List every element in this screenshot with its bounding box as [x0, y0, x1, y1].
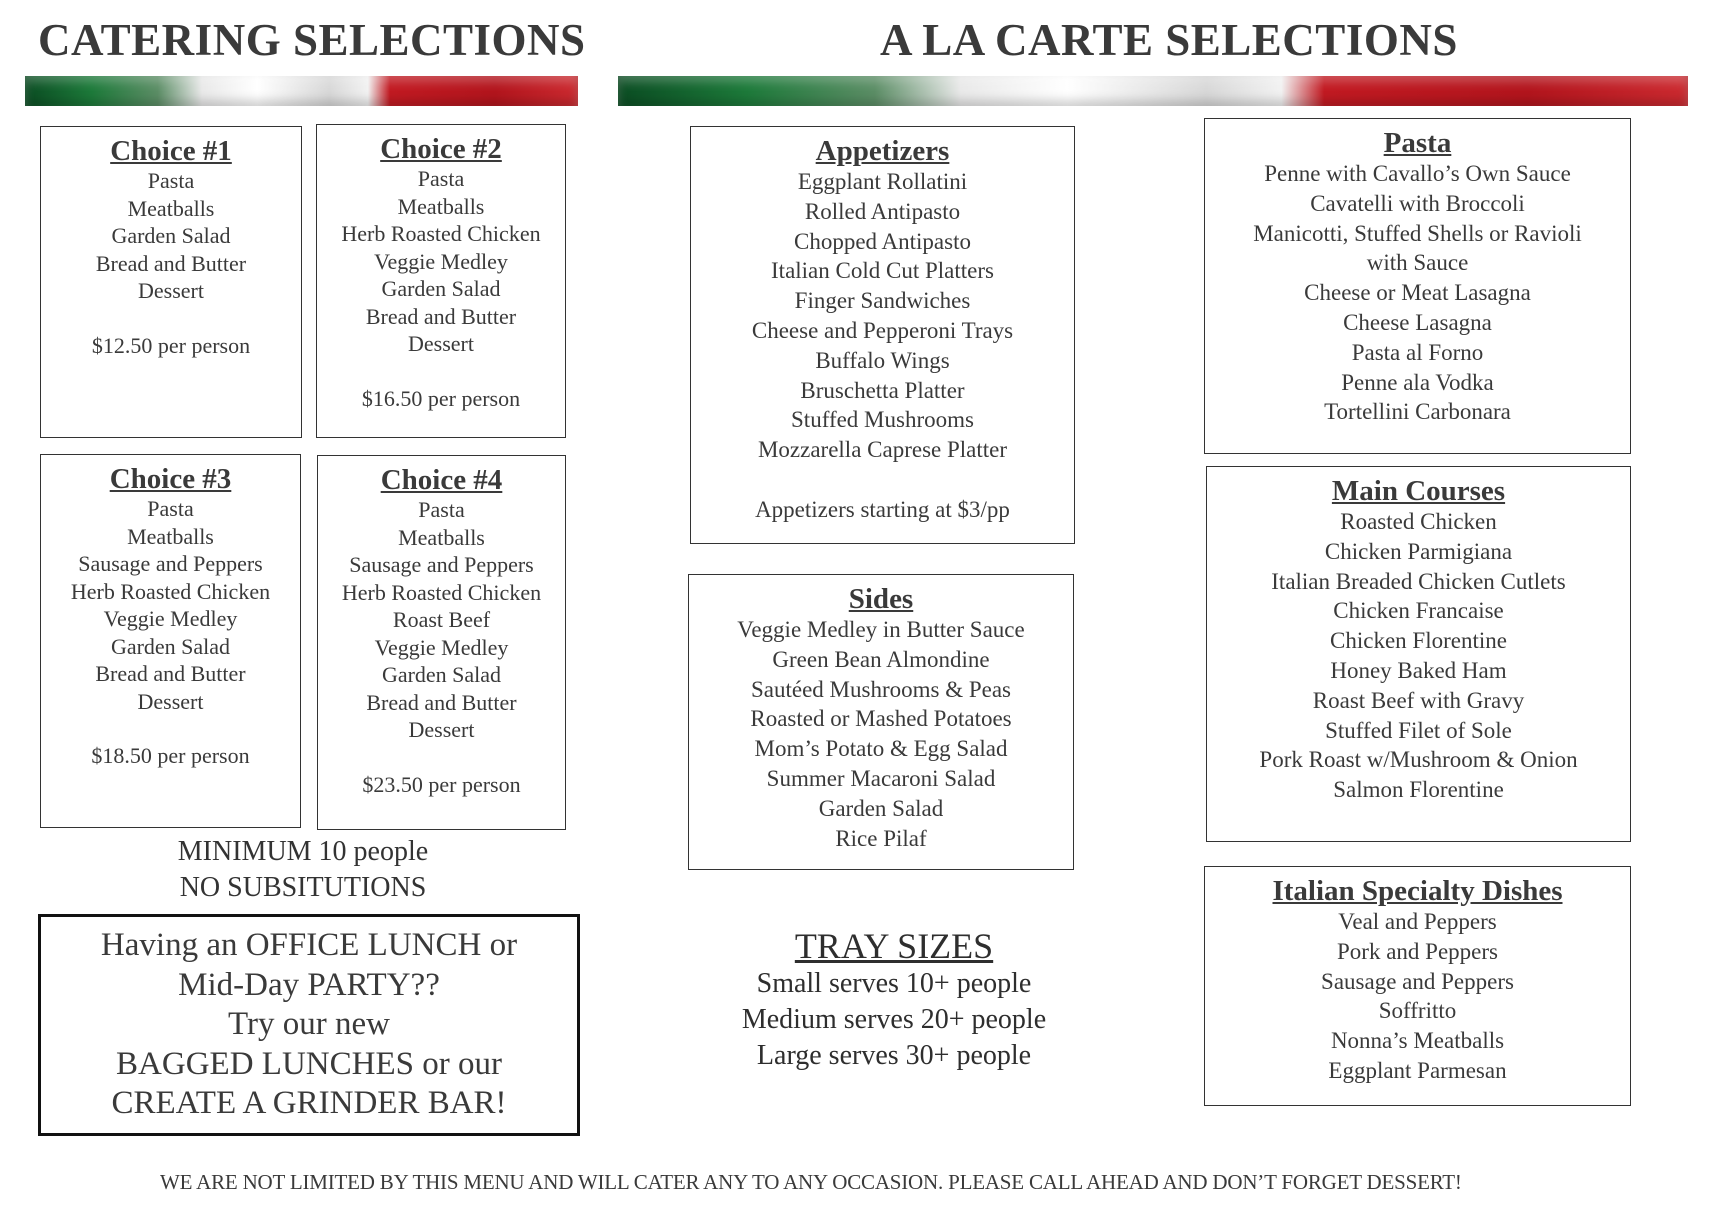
appetizer-item: Bruschetta Platter	[800, 377, 965, 403]
choice-item: Pasta	[417, 166, 465, 191]
choice-item: Bread and Butter	[95, 661, 246, 686]
appetizers-price-note: Appetizers starting at $3/pp	[755, 496, 1010, 522]
appetizers-title: Appetizers	[815, 135, 950, 167]
choice-item: Pasta	[147, 168, 195, 193]
appetizer-item: Eggplant Rollatini	[797, 169, 968, 194]
appetizers-box	[690, 126, 1075, 544]
choice-price: $16.50 per person	[361, 385, 521, 411]
choice-item: Herb Roasted Chicken	[341, 579, 542, 605]
choice-item: Veggie Medley	[103, 606, 238, 631]
appetizer-item: Mozzarella Caprese Platter	[757, 437, 1008, 463]
choice-title: Choice #2	[380, 133, 502, 165]
main-course-item: Italian Breaded Chicken Cutlets	[1271, 568, 1566, 594]
pasta-item: Pasta al Forno	[1351, 339, 1484, 365]
sides-box	[688, 574, 1074, 870]
main-course-item: Chicken Francaise	[1333, 598, 1504, 624]
tray-sizes-title: TRAY SIZES	[794, 926, 994, 966]
side-item: Rice Pilaf	[835, 825, 927, 851]
choice-item: Dessert	[408, 331, 474, 356]
appetizer-item: Cheese and Pepperoni Trays	[751, 317, 1014, 343]
choice-item: Dessert	[138, 278, 204, 303]
choice-item: Roast Beef	[392, 607, 491, 632]
promo-line: BAGGED LUNCHES or our	[116, 1045, 502, 1082]
office-lunch-promo-box	[38, 914, 580, 1136]
italian-flag-banner-left	[25, 76, 578, 106]
main-course-item: Roast Beef with Gravy	[1312, 687, 1525, 713]
choice-4-box	[317, 455, 566, 830]
choice-price: $18.50 per person	[91, 743, 250, 768]
specialty-title: Italian Specialty Dishes	[1272, 875, 1563, 907]
choice-item: Bread and Butter	[95, 250, 247, 276]
tray-size-item: Medium serves 20+ people	[741, 1004, 1047, 1035]
tray-size-item: Small serves 10+ people	[756, 968, 1032, 999]
choice-item: Pasta	[418, 497, 465, 522]
pasta-box	[1204, 118, 1631, 454]
appetizer-item: Rolled Antipasto	[804, 198, 961, 224]
choice-item: Garden Salad	[381, 662, 502, 687]
choice-item: Meatballs	[127, 195, 215, 221]
choice-price: $12.50 per person	[91, 332, 251, 358]
specialty-item: Sausage and Peppers	[1321, 968, 1514, 994]
appetizer-item: Buffalo Wings	[815, 347, 950, 373]
choice-item: Bread and Butter	[365, 303, 517, 329]
main-course-item: Pork Roast w/Mushroom & Onion	[1259, 747, 1578, 773]
choice-item: Garden Salad	[110, 633, 231, 659]
alacarte-heading: A LA CARTE SELECTIONS	[880, 15, 1458, 65]
main-course-item: Chicken Florentine	[1330, 628, 1507, 654]
choice-item: Garden Salad	[381, 276, 501, 301]
main-course-item: Chicken Parmigiana	[1324, 538, 1513, 564]
minimum-notice	[40, 834, 566, 906]
side-item: Mom’s Potato & Egg Salad	[754, 736, 1008, 762]
pasta-item: Manicotti, Stuffed Shells or Ravioli	[1253, 220, 1582, 246]
appetizer-item: Chopped Antipasto	[794, 228, 971, 254]
choice-title: Choice #4	[380, 464, 503, 496]
choice-title: Choice #1	[110, 135, 232, 167]
catering-heading: CATERING SELECTIONS	[38, 15, 586, 65]
main-course-item: Stuffed Filet of Sole	[1325, 717, 1512, 743]
choice-item: Bread and Butter	[366, 689, 517, 715]
choice-item: Meatballs	[398, 524, 485, 550]
pasta-title: Pasta	[1383, 127, 1452, 159]
choice-item: Meatballs	[397, 193, 485, 219]
main-course-item: Salmon Florentine	[1333, 777, 1504, 803]
specialty-item: Soffritto	[1378, 998, 1457, 1024]
appetizer-item: Stuffed Mushrooms	[791, 407, 974, 433]
side-item: Veggie Medley in Butter Sauce	[737, 617, 1025, 642]
pasta-item: Tortellini Carbonara	[1324, 399, 1511, 425]
promo-line: Mid-Day PARTY??	[178, 966, 440, 1003]
main-courses-title: Main Courses	[1331, 475, 1506, 507]
side-item: Summer Macaroni Salad	[766, 765, 996, 791]
tray-sizes	[688, 926, 1100, 1074]
pasta-item: Penne with Cavallo’s Own Sauce	[1264, 161, 1571, 186]
specialty-item: Nonna’s Meatballs	[1330, 1028, 1505, 1054]
minimum-line: NO SUBSITUTIONS	[179, 872, 427, 903]
choice-item: Sausage and Peppers	[78, 551, 263, 576]
main-course-item: Roasted Chicken	[1340, 509, 1497, 534]
main-courses-box	[1206, 466, 1631, 842]
choice-title: Choice #3	[109, 463, 232, 495]
choice-2-box	[316, 124, 566, 438]
appetizer-item: Finger Sandwiches	[794, 288, 971, 314]
main-course-item: Honey Baked Ham	[1330, 657, 1507, 683]
choice-item: Meatballs	[127, 523, 214, 549]
minimum-line: MINIMUM 10 people	[177, 836, 429, 867]
choice-item: Veggie Medley	[374, 634, 509, 660]
choice-item: Dessert	[408, 717, 475, 742]
choice-item: Pasta	[147, 496, 194, 521]
choice-1-box	[40, 126, 302, 438]
italian-flag-banner-right	[618, 76, 1688, 106]
side-item: Roasted or Mashed Potatoes	[750, 706, 1012, 732]
promo-line: CREATE A GRINDER BAR!	[111, 1085, 507, 1121]
pasta-item: Cheese Lasagna	[1343, 309, 1492, 335]
choice-item: Garden Salad	[111, 223, 231, 248]
pasta-item: Penne ala Vodka	[1341, 369, 1494, 395]
choice-item: Sausage and Peppers	[349, 552, 534, 577]
choice-3-box	[40, 454, 301, 828]
footer-note: WE ARE NOT LIMITED BY THIS MENU AND WILL CATER ANY TO ANY OCCASION. PLEASE CALL AHEAD AND DON’T FORGET DESSERT!	[160, 1170, 1462, 1194]
choice-item: Herb Roasted Chicken	[70, 578, 271, 604]
italian-specialty-box	[1204, 866, 1631, 1106]
tray-size-item: Large serves 30+ people	[756, 1040, 1032, 1071]
pasta-item: with Sauce	[1366, 250, 1469, 276]
specialty-item: Pork and Peppers	[1337, 938, 1498, 964]
choice-item: Herb Roasted Chicken	[341, 221, 541, 246]
pasta-item: Cheese or Meat Lasagna	[1304, 280, 1531, 306]
side-item: Garden Salad	[818, 795, 944, 821]
side-item: Green Bean Almondine	[772, 646, 990, 672]
promo-line: Having an OFFICE LUNCH or	[100, 927, 518, 963]
specialty-item: Eggplant Parmesan	[1328, 1057, 1507, 1083]
choice-price: $23.50 per person	[362, 771, 521, 797]
promo-line: Try our new	[228, 1006, 390, 1042]
pasta-item: Cavatelli with Broccoli	[1310, 190, 1525, 216]
choice-item: Veggie Medley	[374, 248, 508, 274]
choice-item: Dessert	[137, 688, 204, 714]
appetizer-item: Italian Cold Cut Platters	[771, 258, 994, 284]
side-item: Sautéed Mushrooms & Peas	[750, 676, 1011, 702]
sides-title: Sides	[848, 583, 914, 615]
specialty-item: Veal and Peppers	[1338, 909, 1497, 934]
